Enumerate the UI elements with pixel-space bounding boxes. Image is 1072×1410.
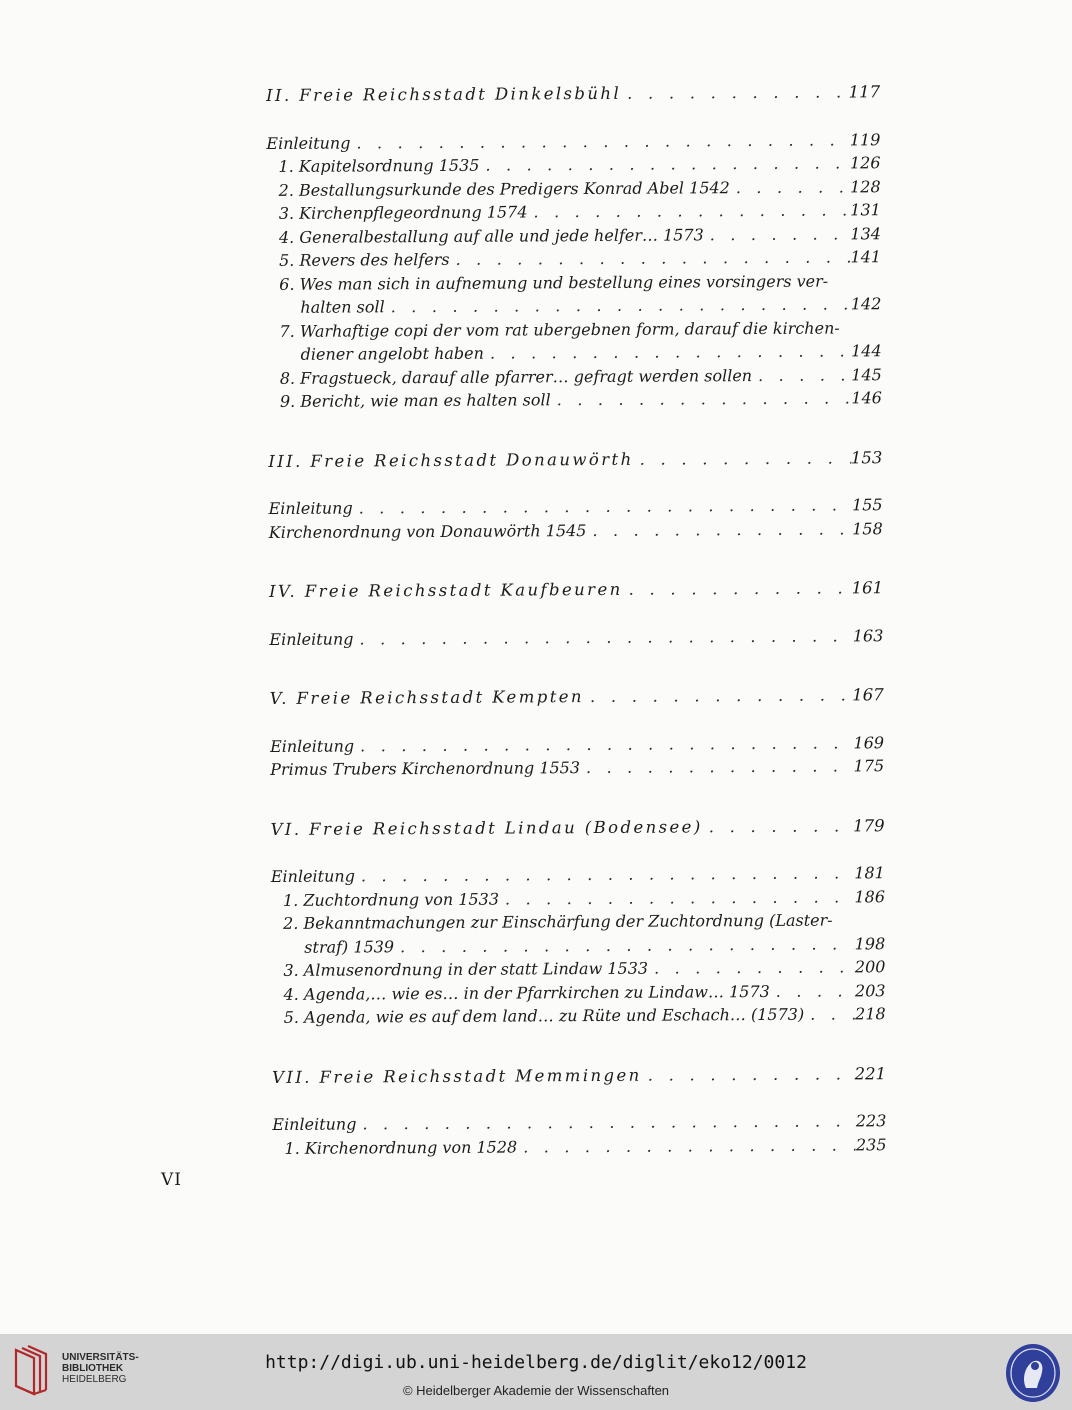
section-gap: [268, 410, 882, 450]
section-heading[interactable]: [266, 80, 880, 107]
toc-entry-text: Primus Trubers Kirchenordnung 1553: [270, 758, 581, 779]
toc-entry-text: Einleitung: [268, 498, 353, 518]
leader-dots: [623, 576, 852, 601]
toc-entry-page: 144: [851, 341, 882, 361]
section-heading-text: VII. Freie Reichsstadt Memmingen: [272, 1065, 642, 1087]
toc-entry-page: 146: [851, 388, 882, 408]
leader-dots: [730, 175, 850, 199]
toc-entry-page: 126: [849, 153, 881, 173]
section-heading[interactable]: [272, 1062, 886, 1089]
leader-dots: [527, 198, 850, 223]
library-name-line2: BIBLIOTHEK: [62, 1363, 124, 1374]
toc-entry-page: 235: [855, 1134, 887, 1154]
leader-dots: [770, 979, 855, 1003]
leader-dots: [633, 446, 850, 471]
toc-entry-page: 200: [854, 957, 886, 977]
library-name-line3: HEIDELBERG: [62, 1374, 127, 1385]
toc-entry-text: 6. Wes man sich in aufnemung und bestellung eines vorsingers ver-: [279, 271, 829, 294]
leader-dots: [385, 292, 851, 318]
toc-entry-line[interactable]: [272, 1002, 886, 1029]
toc-entry-page: 142: [850, 294, 882, 314]
academy-seal-icon: [1004, 1342, 1062, 1404]
table-of-contents: [266, 80, 887, 1160]
permalink-url[interactable]: http://digi.ub.uni-heidelberg.de/diglit/eko12/0012: [265, 1352, 807, 1373]
toc-entry-page: 175: [853, 756, 885, 776]
leader-dots: [484, 339, 851, 365]
toc-entry-page: 155: [851, 495, 883, 515]
section-heading-text: IV. Freie Reichsstadt Kaufbeuren: [269, 579, 623, 601]
leader-dots: [499, 885, 855, 911]
viewer-footer: [0, 1334, 1072, 1410]
section-heading-text: II. Freie Reichsstadt Dinkelsbühl: [266, 83, 622, 105]
section-heading[interactable]: [270, 683, 884, 710]
leader-dots: [551, 386, 852, 411]
toc-entry-page: 218: [855, 1004, 886, 1024]
leader-dots: [580, 754, 854, 779]
leader-dots: [354, 731, 853, 758]
leader-dots: [804, 1002, 855, 1026]
leader-dots: [648, 955, 855, 980]
toc-entry-text: 4. Agenda,… wie es… in der Pfarrkirchen zu Lindaw… 1573: [283, 981, 770, 1004]
leader-dots: [517, 1133, 856, 1159]
toc-entry-page: 158: [852, 518, 883, 538]
toc-entry-text: 7. Warhaftige copi der vom rat ubergebnen form, darauf die kirchen-: [279, 317, 840, 341]
toc-entry-text: Einleitung: [270, 866, 355, 886]
toc-entry-page: 169: [853, 732, 885, 752]
toc-entry-line[interactable]: [269, 517, 883, 544]
toc-entry-text: Einleitung: [272, 1114, 357, 1134]
leader-dots: [586, 517, 852, 542]
toc-entry-text: Einleitung: [269, 628, 354, 649]
toc-entry-line[interactable]: [272, 1133, 886, 1160]
toc-entry-text: 2. Bestallungsurkunde des Predigers Konrad Abel 1542: [278, 177, 730, 200]
toc-entry-text: 9. Bericht, wie man es halten soll: [279, 390, 551, 411]
leader-dots: [355, 861, 854, 888]
toc-entry-page: 198: [854, 933, 886, 953]
toc-entry-text: 1. Kirchenordnung von 1528: [284, 1136, 518, 1158]
leader-dots: [353, 493, 852, 520]
leader-dots: [394, 932, 855, 958]
toc-entry-text: 5. Revers des helfers: [279, 249, 450, 270]
leader-dots: [703, 814, 854, 838]
section-heading-page: 161: [851, 578, 884, 598]
section-gap: [270, 778, 884, 818]
toc-entry-page: 203: [854, 980, 886, 1000]
leader-dots: [449, 245, 850, 271]
toc-entry-page: 134: [850, 223, 881, 243]
section-heading-page: 179: [852, 815, 885, 835]
section-gap: [269, 647, 883, 687]
section-heading-text: V. Freie Reichsstadt Kempten: [269, 687, 584, 708]
toc-entry-text: Kirchenordnung von Donauwörth 1545: [268, 520, 587, 542]
copyright-notice: © Heidelberger Akademie der Wissenschaften: [402, 1383, 670, 1398]
section-gap: [269, 540, 883, 580]
section-heading-page: 153: [850, 447, 883, 467]
leader-dots: [584, 683, 852, 708]
toc-entry-page: 181: [854, 863, 885, 883]
toc-entry-text: 4. Generalbestallung auf alle und jede helfer… 1573: [278, 224, 704, 247]
toc-entry-page: 186: [854, 886, 886, 906]
leader-dots: [621, 80, 849, 105]
toc-entry-text: 1. Kapitelsordnung 1535: [278, 155, 480, 176]
leader-dots: [353, 624, 852, 651]
section-heading-text: VI. Freie Reichsstadt Lindau (Bodensee): [270, 816, 703, 839]
leader-dots: [752, 363, 851, 387]
toc-entry-text: Einleitung: [269, 735, 355, 756]
leader-dots: [350, 128, 849, 155]
section-heading-page: 221: [854, 1063, 887, 1083]
toc-entry-page: 128: [850, 176, 881, 196]
section-heading[interactable]: [269, 576, 883, 603]
section-heading[interactable]: [270, 814, 884, 841]
leader-dots: [356, 1109, 855, 1136]
toc-entry-page: 141: [850, 247, 882, 267]
toc-entry-text: 3. Kirchenpflegeordnung 1574: [278, 202, 528, 223]
leader-dots: [642, 1062, 855, 1087]
leader-dots: [704, 222, 851, 246]
leader-dots: [479, 151, 850, 177]
section-gap: [272, 1026, 886, 1066]
toc-entry-text: straf) 1539: [304, 936, 395, 957]
section-heading-page: 167: [852, 685, 884, 705]
toc-entry-text: Einleitung: [266, 132, 351, 153]
toc-entry-line[interactable]: [270, 754, 884, 781]
toc-entry-text: halten soll: [300, 297, 385, 317]
toc-entry-text: diener angelobt haben: [300, 343, 484, 364]
toc-entry-text: 1. Zuchtordnung von 1533: [282, 889, 500, 910]
toc-entry-page: 131: [850, 200, 881, 220]
toc-entry-text: 5. Agenda, wie es auf dem land… zu Rüte und Eschach… (1573): [283, 1004, 805, 1027]
toc-entry-line[interactable]: [269, 624, 883, 651]
section-heading[interactable]: [268, 446, 882, 473]
page-number: VI: [161, 1170, 182, 1190]
section-heading-page: 117: [848, 82, 881, 102]
toc-entry-page: 145: [851, 364, 882, 384]
toc-entry-page: 119: [849, 129, 881, 149]
toc-entry-page: 223: [855, 1111, 887, 1131]
toc-entry-text: 8. Fragstueck, darauf alle pfarrer… gefragt werden sollen: [279, 365, 753, 388]
library-name-line1: UNIVERSITÄTS-: [62, 1352, 139, 1363]
section-heading-text: III. Freie Reichsstadt Donauwörth: [268, 449, 634, 471]
toc-entry-text: 3. Almusenordnung in der statt Lindaw 1533: [283, 958, 649, 980]
toc-entry-line[interactable]: [268, 386, 882, 413]
toc-entry-text: 2. Bekanntmachungen zur Einschärfung der Zuchtordnung (Laster-: [283, 910, 833, 933]
toc-entry-page: 163: [852, 625, 884, 645]
